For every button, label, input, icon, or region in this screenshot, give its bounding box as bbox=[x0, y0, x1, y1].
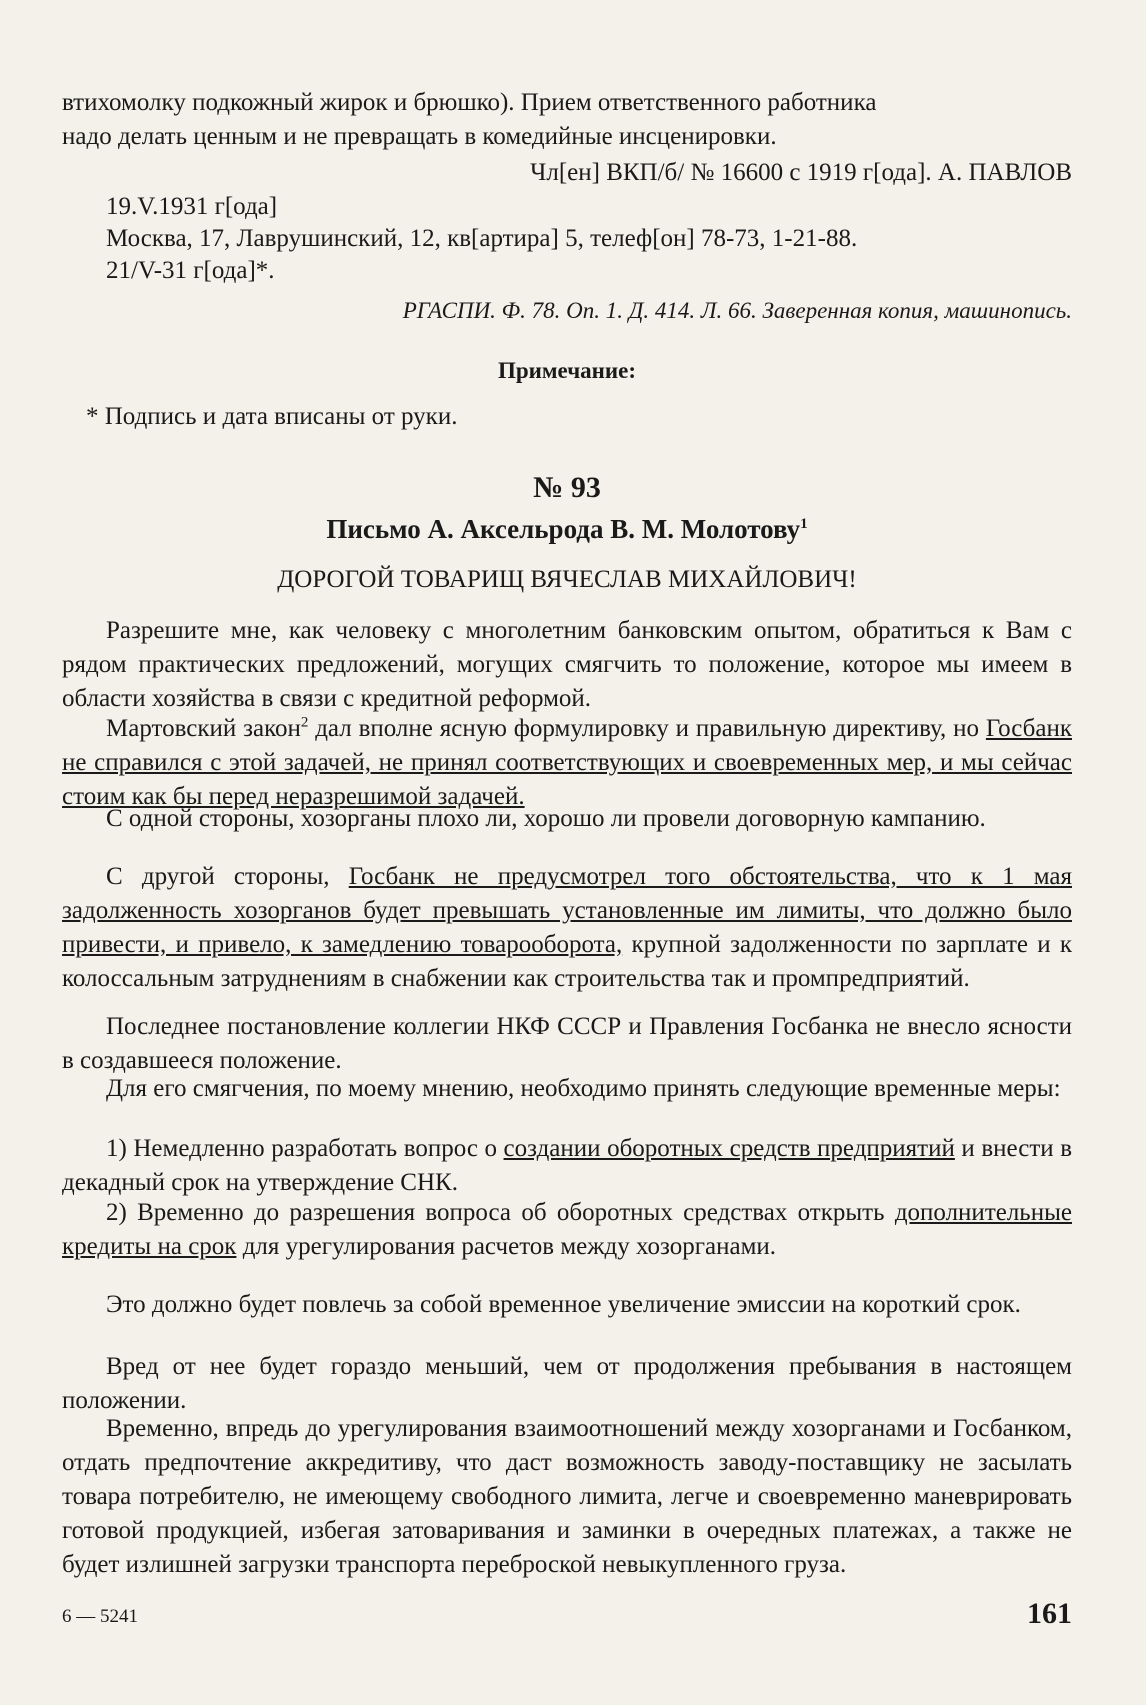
paragraph-9: Временно, впредь до урегулирования взаимоотношений между хозорганами и Госбанком, отдать предпочтение аккредитиву, что даст возможность заводу-поставщику не засылать товара потребителю, не имеющему свободного лимита, легче и своевременно маневрировать готовой продукцией, избегая затоваривания и заминки в очередных платежах, а также не будет излишней загрузки транспорта переброской невыкупленного груза. bbox=[62, 1415, 1072, 1578]
signature-date-2: 21/V-31 г[ода]*. bbox=[106, 257, 275, 284]
paragraph-8: Вред от нее будет гораздо меньший, чем от продолжения пребывания в настоящем положении. bbox=[62, 1353, 1072, 1414]
document-number: № 93 bbox=[533, 471, 601, 504]
signature-member: Чл[ен] ВКП/б/ № 16600 с 1919 г[ода]. А. ПАВЛОВ bbox=[530, 159, 1072, 186]
document-title-text: Письмо А. Аксельрода В. М. Молотову bbox=[326, 514, 801, 544]
page-number: 161 bbox=[1027, 1597, 1072, 1630]
paragraph-5: Последнее постановление коллегии НКФ СССР и Правления Госбанка не внесло ясности в создавшееся положение. bbox=[62, 1013, 1072, 1074]
paragraph-2-text-a: Мартовский закон bbox=[106, 715, 301, 742]
paragraph-6: Для его смягчения, по моему мнению, необходимо принять следующие временные меры: bbox=[106, 1075, 1061, 1102]
paragraph-7: Это должно будет повлечь за собой временное увеличение эмиссии на короткий срок. bbox=[106, 1291, 1021, 1318]
paragraph-4-text-a: С другой стороны, bbox=[106, 863, 349, 890]
signature-address: Москва, 17, Лаврушинский, 12, кв[артира] 5, телеф[он] 78-73, 1-21-88. bbox=[106, 225, 858, 252]
note-text: * Подпись и дата вписаны от руки. bbox=[86, 403, 458, 430]
paragraph-2 bbox=[62, 712, 1072, 814]
list-item-2 bbox=[62, 1196, 1072, 1264]
paragraph-4-underlined: Госбанк не предусмотрел того обстоятельства, что к 1 мая задолженность хозорганов будет превышать установленные им лимиты, что должно было привести, и привело, к замедлению товарооборота, bbox=[62, 863, 1072, 958]
paragraph-4 bbox=[62, 860, 1072, 996]
list-item-2-text-a: 2) Временно до разрешения вопроса об оборотных средствах открыть bbox=[106, 1199, 895, 1226]
note-heading: Примечание: bbox=[497, 358, 637, 383]
signature-date: 19.V.1931 г[ода] bbox=[106, 193, 278, 220]
list-item-1-text-b: и внести в декадный срок на утверждение СНК. bbox=[62, 1135, 1072, 1196]
paragraph-4-text-b: крупной задолженности по зарплате и к колоссальным затруднениям в снабжении как строительства так и промпредприятий. bbox=[62, 931, 1072, 992]
archive-reference: РГАСПИ. Ф. 78. Оп. 1. Д. 414. Л. 66. Заверенная копия, машинопись. bbox=[402, 298, 1072, 323]
signature-code: 6 — 5241 bbox=[62, 1606, 138, 1627]
paragraph-2-text-b: дал вполне ясную формулировку и правильную директиву, но bbox=[308, 715, 986, 742]
paragraph-1: Разрешите мне, как человеку с многолетним банковским опытом, обратиться к Вам с рядом практических предложений, могущих смягчить то положение, которое мы имеем в области хозяйства в связи с кредитной реформой. bbox=[62, 617, 1072, 712]
footnote-ref-2: 2 bbox=[300, 714, 309, 731]
list-item-1-underlined: создании оборотных средств предприятий bbox=[503, 1135, 955, 1162]
paragraph-2-underlined: Госбанк не справился с этой задачей, не принял соответствующих и своевременных мер, и мы сейчас стоим как бы перед неразрешимой задачей. bbox=[62, 715, 1072, 810]
list-item-1 bbox=[62, 1132, 1072, 1200]
salutation: ДОРОГОЙ ТОВАРИЩ ВЯЧЕСЛАВ МИХАЙЛОВИЧ! bbox=[277, 566, 857, 593]
list-item-1-text-a: 1) Немедленно разработать вопрос о bbox=[106, 1135, 504, 1162]
continued-line-1: втихомолку подкожный жирок и брюшко). Прием ответственного работника bbox=[62, 89, 877, 116]
list-item-2-underlined: дополнительные кредиты на срок bbox=[62, 1199, 1072, 1260]
document-title bbox=[62, 512, 1072, 546]
list-item-2-text-b: для урегулирования расчетов между хозорганами. bbox=[236, 1233, 777, 1260]
paragraph-3: С одной стороны, хозорганы плохо ли, хорошо ли провели договорную кампанию. bbox=[106, 805, 986, 832]
footnote-ref-1: 1 bbox=[800, 516, 808, 532]
continued-line-2: надо делать ценным и не превращать в комедийные инсценировки. bbox=[62, 123, 777, 150]
